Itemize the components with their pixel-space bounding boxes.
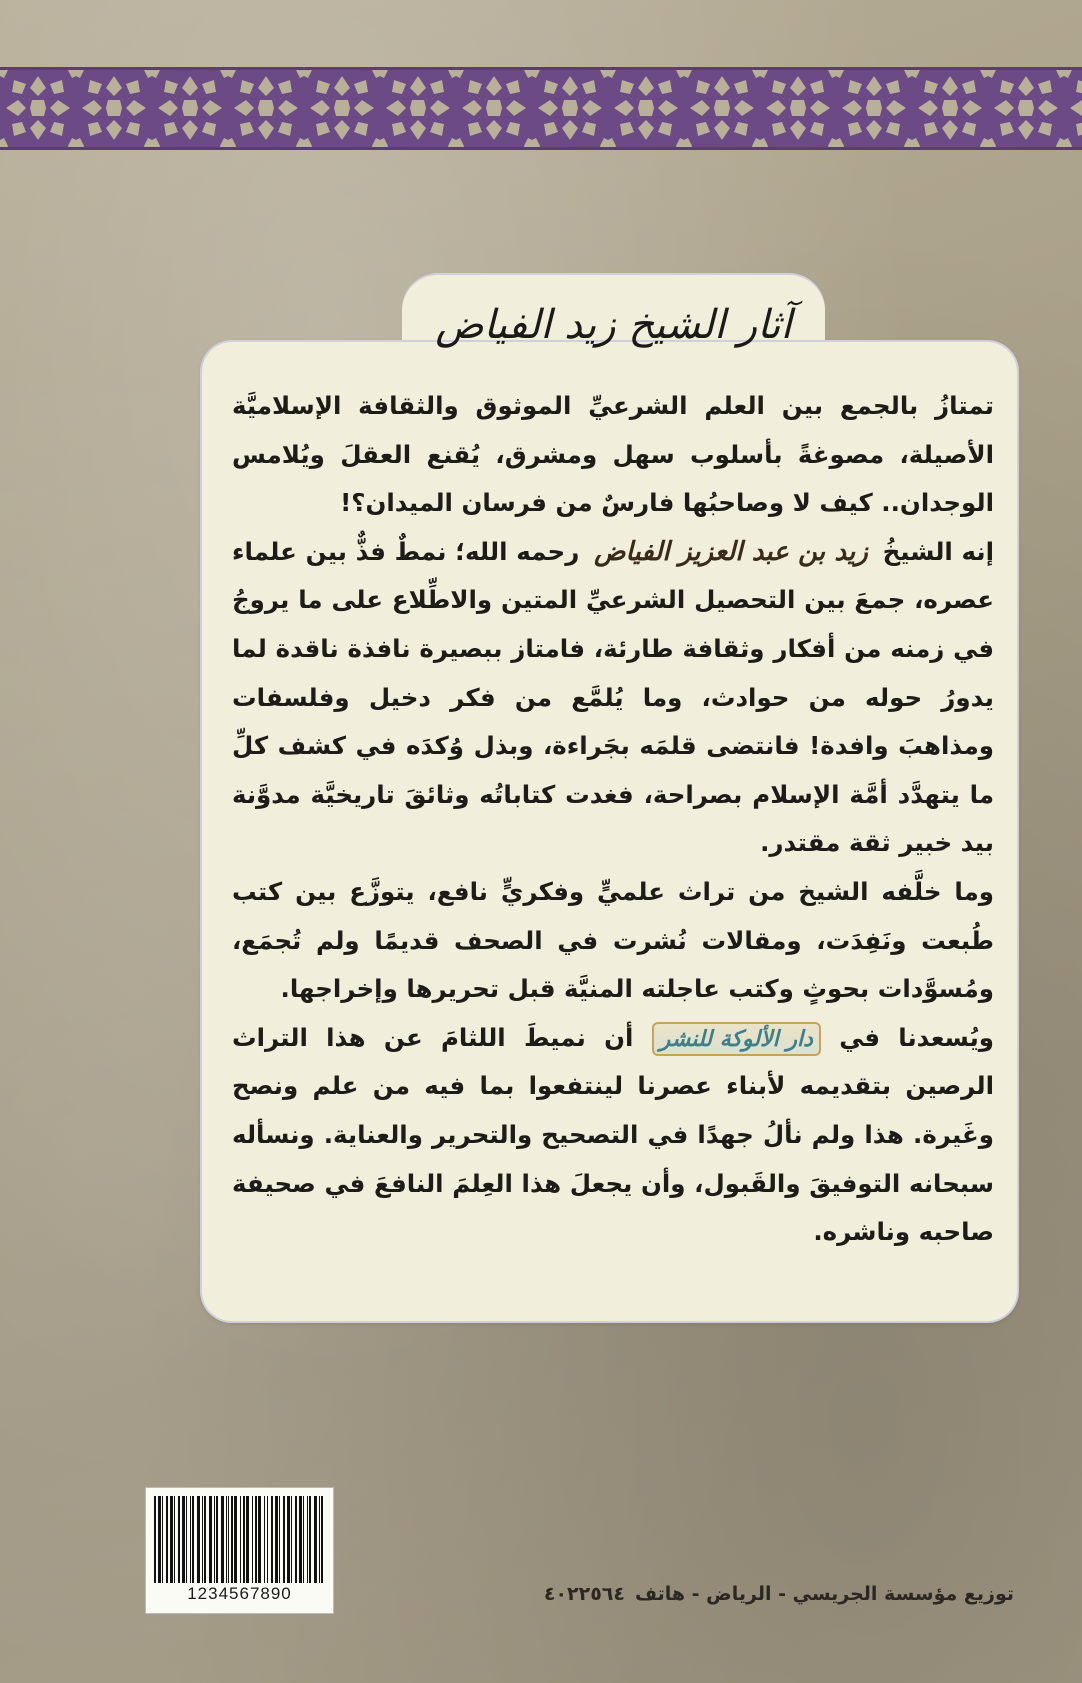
- barcode-bar: [216, 1496, 218, 1583]
- barcode-bar: [275, 1496, 278, 1583]
- barcode-bar: [309, 1496, 311, 1583]
- paragraph-2-intro: إنه الشيخُ: [882, 536, 995, 566]
- barcode-bar: [299, 1496, 302, 1583]
- paragraph-2-body: رحمه الله؛ نمطٌ فذٌّ بين علماء عصره، جمعَ بين التحصيل الشرعيِّ المتين والاطِّلاع على ما يروجُ في زمنه من أفكار وثقافة طارئة، فامتاز ببصيرة نافذة ناقدة لما يدورُ حوله من حوادث، وما يُلمَّع من فكر دخيل وفلسفات ومذاهبَ وافدة! فانتضى قلمَه بجَراءة، وبذل وُكدَه في كشف كلِّ ما يتهدَّد أمَّة الإسلام بصراحة، فغدت كتاباتُه وثائقَ تاريخيَّة مدوَّنة بيد خبير ثقة مقتدر.: [232, 536, 994, 858]
- barcode-bar: [279, 1496, 280, 1583]
- barcode-bar: [202, 1496, 203, 1583]
- paragraph-3: وما خلَّفه الشيخ من تراث علميٍّ وفكريٍّ نافع، يتوزَّع بين كتب طُبعت ونَفِدَت، ومقالات نُشرت في الصحف قديمًا ولم تُجمَع، ومُسوَّدات بحوثٍ وكتب عاجلته المنيَّة قبل تحريرها وإخراجها.: [232, 876, 994, 1004]
- distribution-footer: [534, 1583, 1014, 1605]
- paragraph-1: تمتازُ بالجمع بين العلم الشرعيِّ الموثوق والثقافة الإسلاميَّة الأصيلة، مصوغةً بأسلوب سهل ومشرق، يُقنع العقلَ ويُلامس الوجدان.. كيف لا وصاحبُها فارسٌ من فرسان الميدان؟!: [232, 391, 994, 518]
- description-text: [232, 382, 994, 1257]
- series-title: آثار الشيخ زيد الفياض: [435, 302, 792, 348]
- barcode-bar: [182, 1496, 185, 1583]
- barcode-bar: [197, 1496, 200, 1583]
- barcode-bar: [228, 1496, 229, 1583]
- barcode-bar: [231, 1496, 233, 1583]
- barcode-bar: [234, 1496, 237, 1583]
- barcode-bar: [319, 1496, 320, 1583]
- phone-number: ٤٠٢٢٥٦٤: [543, 1583, 625, 1605]
- barcode-bar: [258, 1496, 261, 1583]
- barcode-bar: [255, 1496, 257, 1583]
- barcode-number: 1234567890: [187, 1584, 292, 1603]
- barcode-bar: [271, 1496, 273, 1583]
- barcode-bar: [209, 1496, 212, 1583]
- paragraph-4-intro: ويُسعدنا في: [839, 1022, 995, 1052]
- paragraph-4-body: أن نميطَ اللثامَ عن هذا التراث الرصين بتقديمه لأبناء عصرنا لينتفعوا بما فيه من علم ونصح وغَيرة. هذا ولم نألُ جهدًا في التصحيح والتحرير والعناية. ونسأله سبحانه التوفيقَ والقَبول، وأن يجعلَ هذا العِلمَ النافعَ في صحيفة صاحبه وناشره.: [232, 1022, 994, 1247]
- paragraph-4: [232, 1014, 994, 1257]
- barcode-bar: [178, 1496, 180, 1583]
- barcode-bar: [307, 1496, 308, 1583]
- decorative-geometric-band: [0, 67, 1082, 150]
- barcode-bar: [321, 1496, 323, 1583]
- author-name-calligraphy: زيد بن عبد العزيز الفياض: [594, 536, 868, 567]
- barcode-bar: [166, 1496, 168, 1583]
- barcode-bar: [291, 1496, 292, 1583]
- barcode-bar: [170, 1496, 173, 1583]
- barcode: [145, 1487, 334, 1614]
- barcode-bars-icon: [152, 1496, 326, 1583]
- barcode-bar: [214, 1496, 215, 1583]
- barcode-bar: [246, 1496, 249, 1583]
- barcode-bar: [186, 1496, 187, 1583]
- barcode-bar: [303, 1496, 304, 1583]
- barcode-bar: [264, 1496, 265, 1583]
- barcode-bar: [314, 1496, 317, 1583]
- paragraph-2: [232, 528, 994, 868]
- publisher-logo: دار الألوكة للنشر: [652, 1022, 821, 1056]
- barcode-bar: [204, 1496, 206, 1583]
- barcode-bar: [174, 1496, 175, 1583]
- barcode-bar: [192, 1496, 194, 1583]
- barcode-bar: [226, 1496, 227, 1583]
- barcode-bar: [283, 1496, 285, 1583]
- geometric-pattern-icon: [0, 70, 1082, 147]
- barcode-bar: [295, 1496, 297, 1583]
- barcode-bar: [162, 1496, 163, 1583]
- barcode-bar: [190, 1496, 191, 1583]
- barcode-bar: [267, 1496, 268, 1583]
- barcode-bar: [221, 1496, 224, 1583]
- barcode-bar: [243, 1496, 245, 1583]
- barcode-bar: [158, 1496, 161, 1583]
- distributor-text: توزيع مؤسسة الجريسي - الرياض - هاتف: [635, 1583, 1014, 1605]
- barcode-bar: [154, 1496, 156, 1583]
- barcode-bar: [240, 1496, 241, 1583]
- barcode-bar: [252, 1496, 253, 1583]
- barcode-bar: [287, 1496, 290, 1583]
